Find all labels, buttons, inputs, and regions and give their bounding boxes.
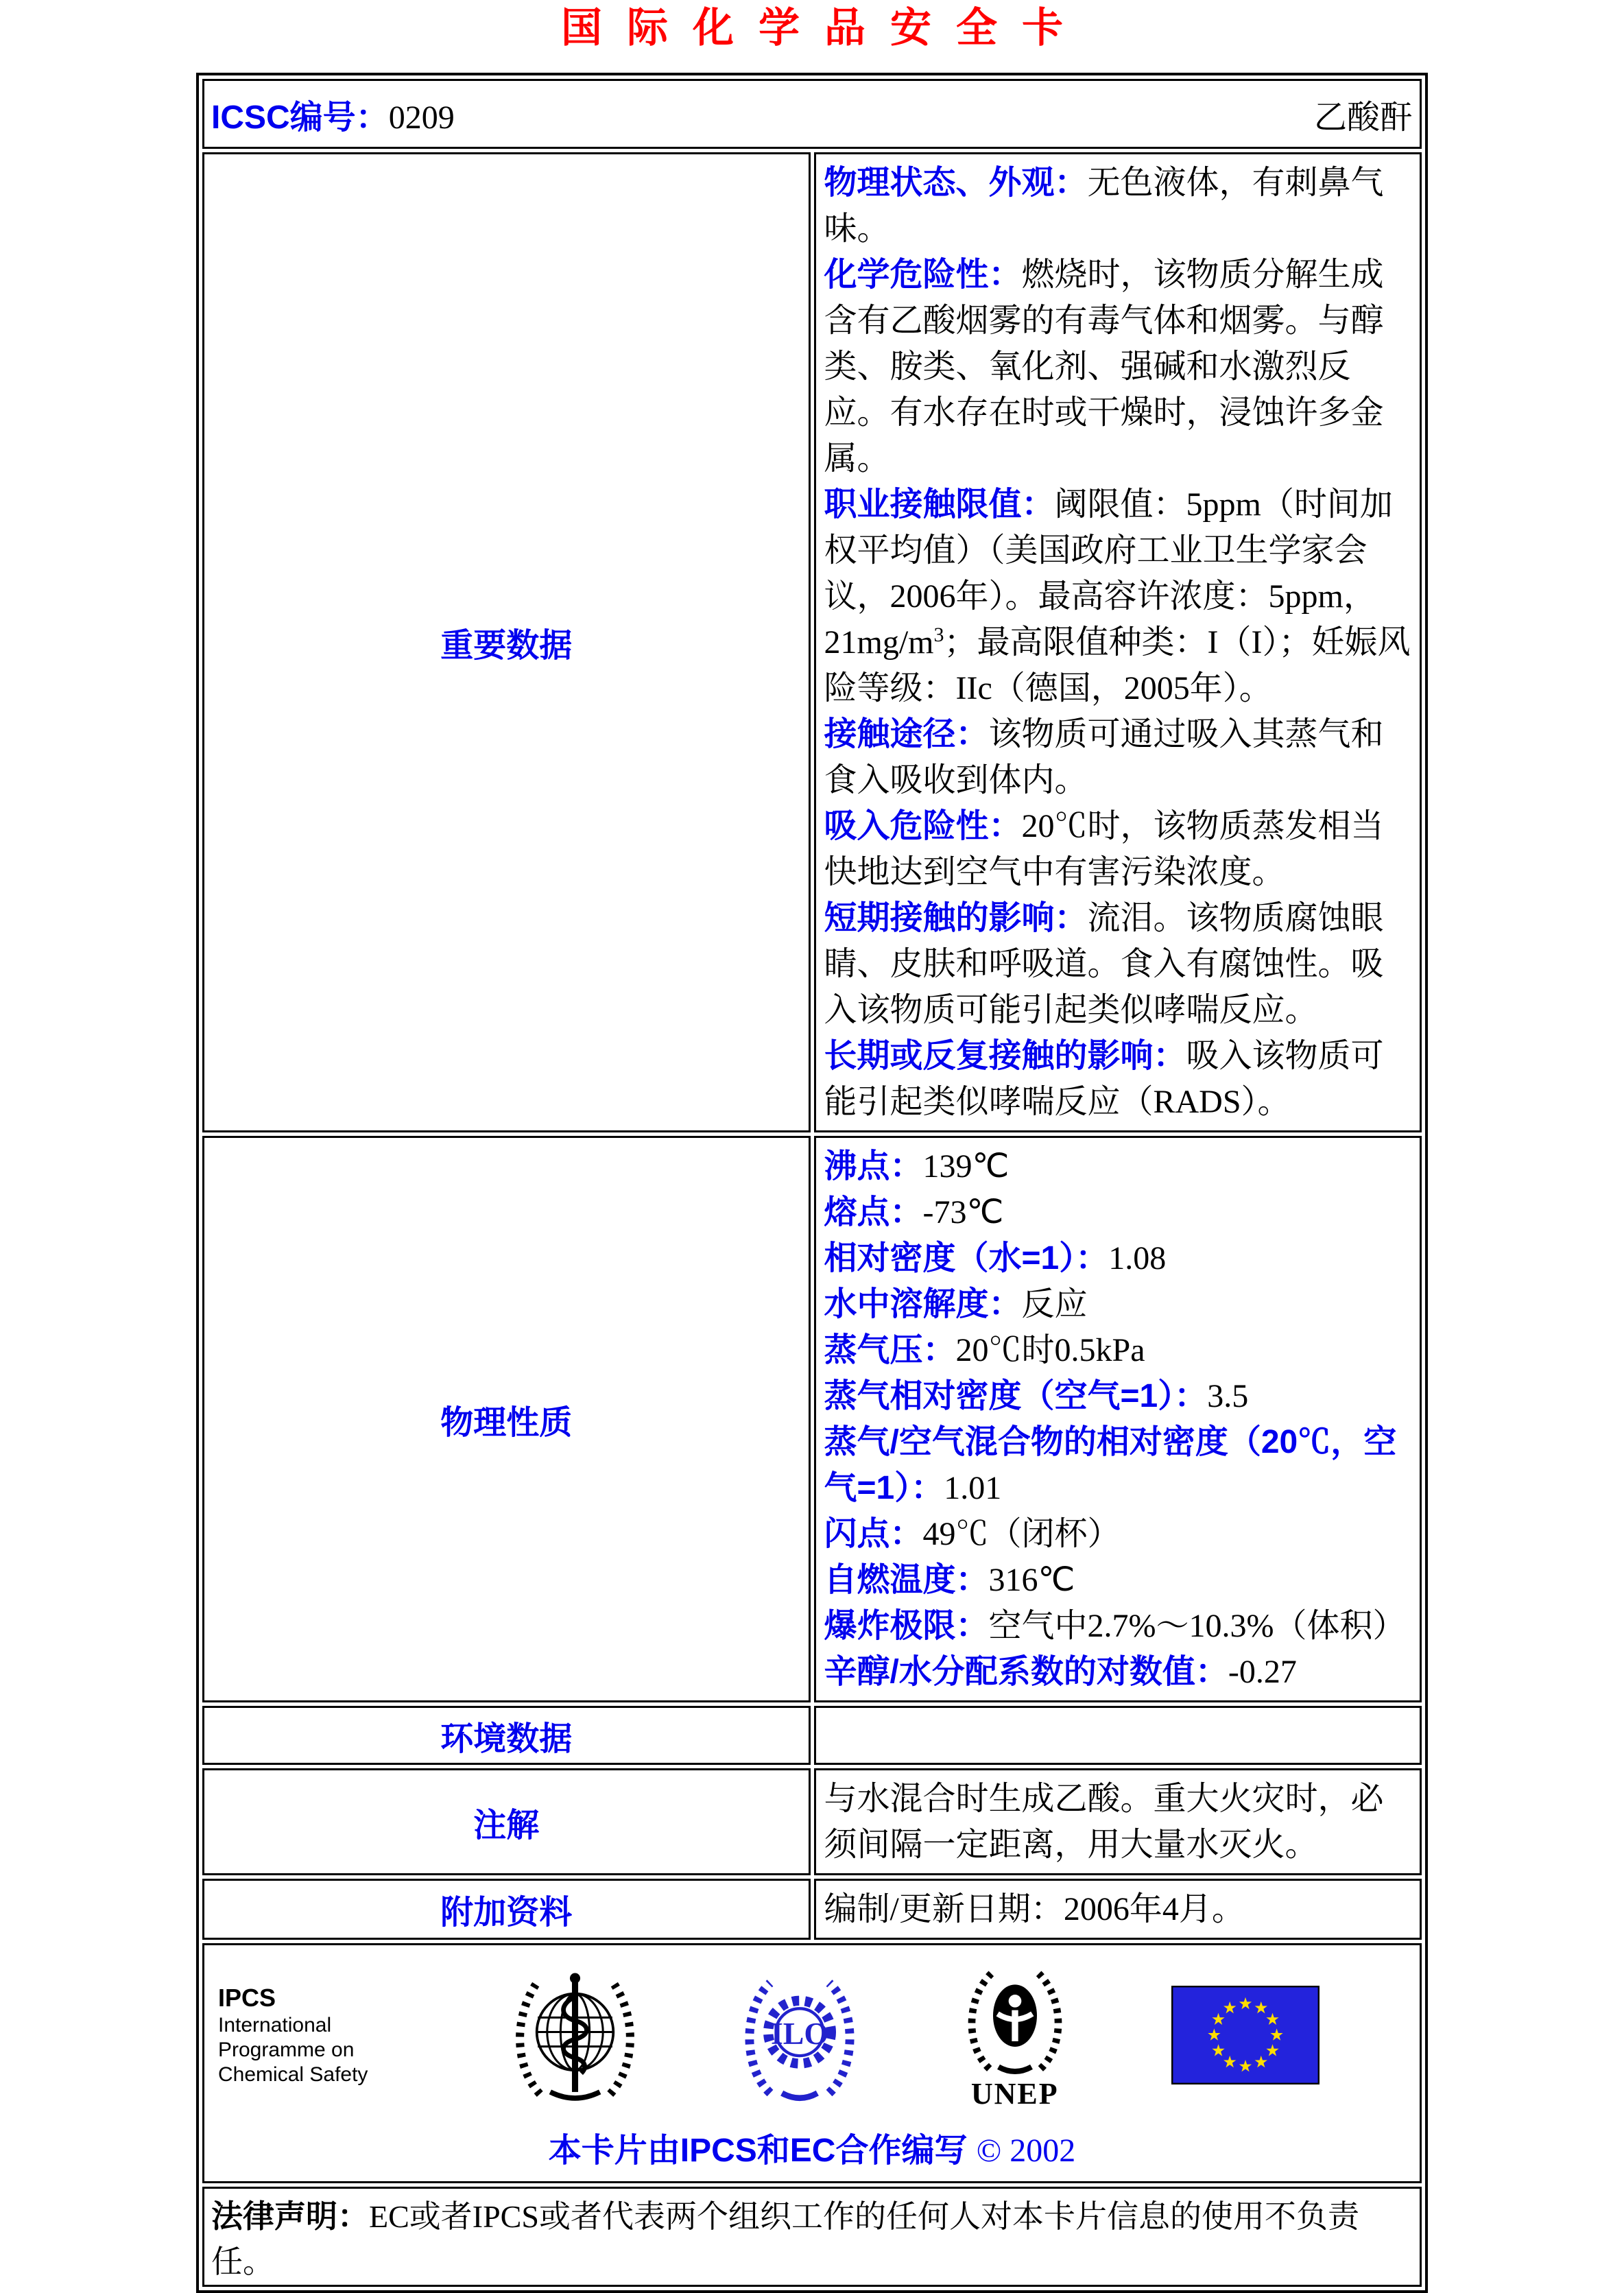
unep-logo-block xyxy=(960,1960,1070,2110)
physical-item: 爆炸极限：空气中2.7%～10.3%（体积） xyxy=(824,1608,1406,1644)
row-label-important-data: 重要数据 xyxy=(202,152,811,1132)
header-row xyxy=(202,79,1422,149)
physical-item: 闪点：49℃（闭杯） xyxy=(824,1516,1121,1552)
notes-text: 与水混合时生成乙酸。重大火灾时，必须间隔一定距离，用大量水灭火。 xyxy=(824,1781,1384,1863)
important-item: 职业接触限值：阈限值：5ppm（时间加权平均值）（美国政府工业卫生学家会议，2006年）。最高容许浓度：5ppm，$21mg/m^3$；最高限值种类：I（I）；妊娠风险等级：IIc（德国，2005年）。 xyxy=(824,486,1411,706)
ipcs-text-block xyxy=(218,1983,410,2087)
eu-flag-icon xyxy=(1171,1985,1320,2085)
legal-notice-row xyxy=(202,2187,1422,2287)
ipcs-logo-strip xyxy=(215,1949,1409,2117)
physical-item: 熔点：-73℃ xyxy=(824,1194,1004,1231)
environmental-data-row xyxy=(202,1706,1422,1765)
important-item: 接触途径：该物质可通过吸入其蒸气和食入吸收到体内。 xyxy=(824,716,1384,798)
who-logo-icon xyxy=(512,1968,638,2102)
physical-item: 辛醇/水分配系数的对数值：-0.27 xyxy=(824,1654,1297,1690)
unep-label: UNEP xyxy=(970,2077,1059,2111)
physical-item: 蒸气/空气混合物的相对密度（20℃，空气=1）：1.01 xyxy=(824,1424,1397,1506)
icsc-number-value: 0209 xyxy=(388,99,455,136)
icsc-number-group xyxy=(211,91,455,138)
icsc-number-label: ICSC编号： xyxy=(211,99,389,136)
important-item: 短期接触的影响：流泪。该物质腐蚀眼睛、皮肤和呼吸道。食入有腐蚀性。吸入该物质可能引起类似哮喘反应。 xyxy=(824,900,1384,1028)
notes-content xyxy=(814,1768,1422,1875)
ipcs-acronym: IPCS xyxy=(218,1984,276,2012)
legal-notice-label: 法律声明： xyxy=(211,2198,369,2234)
ipcs-org-line: International xyxy=(218,2014,332,2036)
legal-notice-cell xyxy=(202,2187,1422,2287)
important-item: 物理状态、外观：无色液体，有刺鼻气味。 xyxy=(824,165,1384,247)
row-label-physical-properties: 物理性质 xyxy=(202,1136,811,1702)
row-label-additional-info: 附加资料 xyxy=(202,1879,811,1940)
physical-item: 蒸气压：20℃时0.5kPa xyxy=(824,1332,1145,1368)
physical-properties-content xyxy=(814,1136,1422,1702)
chemical-name: 乙酸酐 xyxy=(1313,99,1413,136)
ilo-logo-icon xyxy=(741,1968,859,2102)
additional-info-row xyxy=(202,1879,1422,1940)
physical-properties-row xyxy=(202,1136,1422,1702)
ipcs-org-line: Chemical Safety xyxy=(218,2063,368,2086)
row-label-environmental-data: 环境数据 xyxy=(202,1706,811,1765)
ipcs-row xyxy=(202,1943,1422,2183)
physical-item: 沸点：139℃ xyxy=(824,1148,1010,1185)
copyright-text: © 2002 xyxy=(976,2132,1076,2169)
important-item: 化学危险性：燃烧时，该物质分解生成含有乙酸烟雾的有毒气体和烟雾。与醇类、胺类、氧化剂、强碱和水激烈反应。有水存在时或干燥时，浸蚀许多金属。 xyxy=(824,257,1384,477)
ipcs-org-line: Programme on xyxy=(218,2039,355,2061)
ipcs-footer-text: 本卡片由IPCS和EC合作编写 xyxy=(548,2132,968,2169)
header-cell xyxy=(202,79,1422,149)
physical-item: 相对密度（水=1）：1.08 xyxy=(824,1240,1167,1276)
ipcs-cell xyxy=(202,1943,1422,2183)
icsc-card-table xyxy=(196,73,1428,2293)
svg-text:ILO: ILO xyxy=(770,2015,828,2051)
additional-info-content: 编制/更新日期：2006年4月。 xyxy=(814,1879,1422,1940)
environmental-data-content xyxy=(814,1706,1422,1765)
page-title: 国际化学品安全卡 xyxy=(561,5,1088,51)
important-item: 长期或反复接触的影响：吸入该物质可能引起类似哮喘反应（RADS）。 xyxy=(824,1038,1384,1120)
ipcs-footer-line xyxy=(215,2124,1409,2171)
physical-item: 蒸气相对密度（空气=1）：3.5 xyxy=(824,1378,1249,1414)
important-data-row xyxy=(202,152,1422,1132)
notes-row xyxy=(202,1768,1422,1875)
legal-notice-text: EC或者IPCS或者代表两个组织工作的任何人对本卡片信息的使用不负责任。 xyxy=(211,2199,1359,2279)
physical-item: 水中溶解度：反应 xyxy=(824,1286,1088,1322)
unep-logo-icon xyxy=(960,1960,1070,2078)
physical-item: 自燃温度：316℃ xyxy=(824,1562,1075,1598)
row-label-notes: 注解 xyxy=(202,1768,811,1875)
superscript-3: 3 xyxy=(933,623,944,646)
important-item: 吸入危险性：20℃时，该物质蒸发相当快地达到空气中有害污染浓度。 xyxy=(824,808,1384,890)
important-data-content xyxy=(814,152,1422,1132)
